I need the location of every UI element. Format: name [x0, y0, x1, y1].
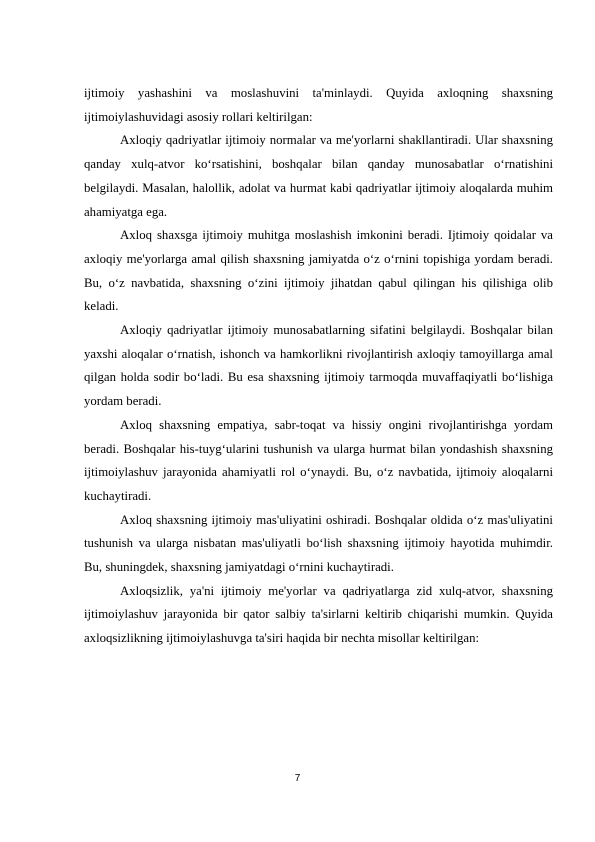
- paragraph-values-norms: Axloqiy qadriyatlar ijtimoiy normalar va me'yorlarni shakllantiradi. Ular shaxsning qanday xulq-atvor ko‘rsatishini, boshqalar bilan qanday munosabatlar o‘rnatishini belgilaydi. Masalan, halollik, adolat va hurmat kabi qadriyatlar ijtimoiy aloqalarda muhim ahamiyatga ega.: [84, 133, 553, 219]
- paragraph-immorality: Axloqsizlik, ya'ni ijtimoiy me'yorlar va qadriyatlarga zid xulq-atvor, shaxsning ijtimoiylashuv jarayonida bir qator salbiy ta'sirlarni keltirib chiqarishi mumkin. Quyida axloqsizlikning ijtimoiylashuvga ta'siri haqida bir nechta misollar keltirilgan:: [84, 583, 553, 646]
- body-text: [84, 82, 553, 651]
- page-number: 7: [294, 773, 301, 784]
- paragraph-continuation: ijtimoiy yashashini va moslashuvini ta'minlaydi. Quyida axloqning shaxsning ijtimoiylashuvidagi asosiy rollari keltirilgan:: [84, 86, 553, 124]
- paragraph-relations-quality: Axloqiy qadriyatlar ijtimoiy munosabatlarning sifatini belgilaydi. Boshqalar bilan yaxshi aloqalar o‘rnatish, ishonch va hamkorlikni rivojlantirish axloqiy tamoyillarga amal qilgan holda sodir bo‘ladi. Bu esa shaxsning ijtimoiy tarmoqda muvaffaqiyatli bo‘lishiga yordam beradi.: [84, 323, 553, 409]
- paragraph-empathy: Axloq shaxsning empatiya, sabr-toqat va hissiy ongini rivojlantirishga yordam beradi. Boshqalar his-tuyg‘ularini tushunish va ularga hurmat bilan yondashish shaxsning ijtimoiylashuv jarayonida ahamiyatli rol o‘ynaydi. Bu, o‘z navbatida, ijtimoiy aloqalarni kuchaytiradi.: [84, 417, 553, 503]
- paragraph-responsibility: Axloq shaxsning ijtimoiy mas'uliyatini oshiradi. Boshqalar oldida o‘z mas'uliyatini tushunish va ularga nisbatan mas'uliyatli bo‘lish shaxsning ijtimoiy hayotida muhimdir. Bu, shuningdek, shaxsning jamiyatdagi o‘rnini kuchaytiradi.: [84, 512, 553, 575]
- paragraph-adaptation: Axloq shaxsga ijtimoiy muhitga moslashish imkonini beradi. Ijtimoiy qoidalar va axloqiy me'yorlarga amal qilish shaxsning jamiyatda o‘z o‘rnini topishiga yordam beradi. Bu, o‘z navbatida, shaxsning o‘zini ijtimoiy jihatdan qabul qilingan his qilishiga olib keladi.: [84, 228, 553, 314]
